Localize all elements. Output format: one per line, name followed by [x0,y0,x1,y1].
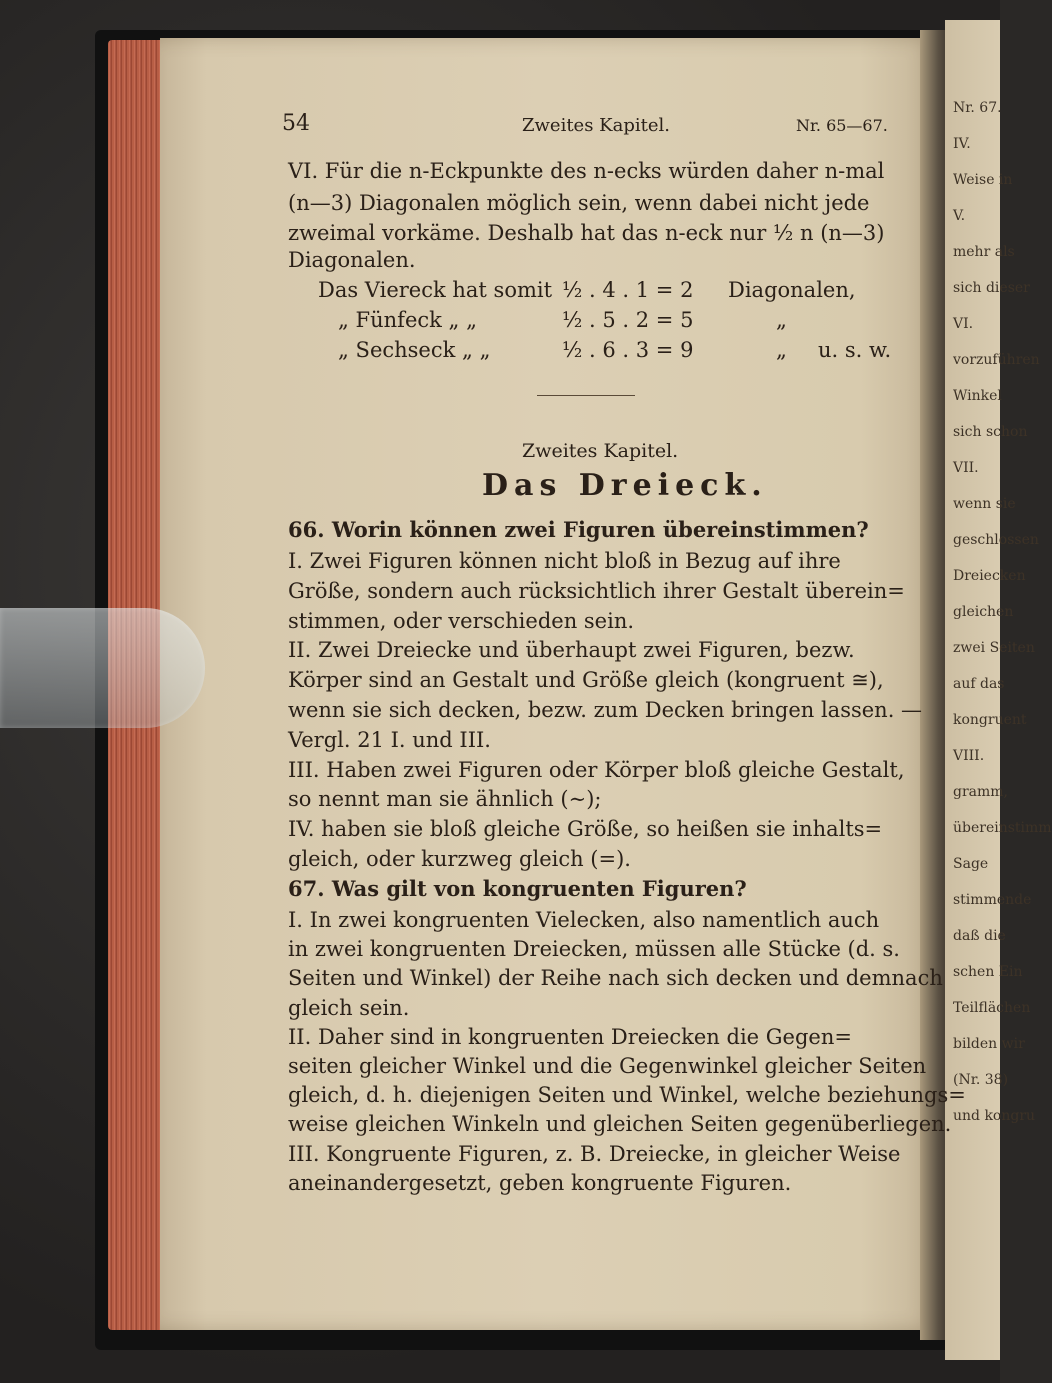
facing-fragment: daß die [953,928,1006,944]
q66-line-5: Körper sind an Gestalt und Größe gleich (kongruent ≅), [288,668,884,693]
facing-fragment: sich dieser [953,280,1030,296]
example-formula-1: ½ . 4 . 1 = 2 [562,278,694,302]
example-formula-2: ½ . 5 . 2 = 5 [562,308,694,332]
section-divider [537,395,635,396]
q67-line-3: Seiten und Winkel) der Reihe nach sich decken und demnach [288,966,943,991]
facing-fragment: wenn sie [953,496,1016,512]
facing-fragment: mehr als [953,244,1015,260]
q66-line-10: IV. haben sie bloß gleiche Größe, so heißen sie inhalts= [288,817,883,842]
para-vi-line-2: (n—3) Diagonalen möglich sein, wenn dabei nicht jede [288,191,870,215]
facing-fragment: Weise in [953,172,1013,188]
q67-line-10: aneinandergesetzt, geben kongruente Figuren. [288,1170,792,1195]
q66-line-1: I. Zwei Figuren können nicht bloß in Bezug auf ihre [288,549,841,573]
facing-fragment: stimmende [953,892,1032,908]
example-formula-3: ½ . 6 . 3 = 9 [562,338,694,362]
q66-line-7: Vergl. 21 I. und III. [288,727,491,752]
facing-fragment: zwei Seiten [953,640,1035,656]
page-number: 54 [282,111,310,136]
q67-line-7: gleich, d. h. diejenigen Seiten und Winkel, welche beziehungs= [288,1083,966,1108]
facing-fragment: auf das [953,676,1005,692]
q67-line-2: in zwei kongruenten Dreiecken, müssen alle Stücke (d. s. [288,937,900,962]
facing-fragment: VII. [953,460,979,476]
question-67-title: 67. Was gilt von kongruenten Figuren? [288,876,747,901]
facing-fragment: übereinstimm [953,820,1052,836]
facing-fragment: und kongru [953,1108,1036,1124]
para-vi-line-3: zweimal vorkäme. Deshalb hat das n-eck nur ½ n (n—3) [288,221,885,245]
q66-line-8: III. Haben zwei Figuren oder Körper bloß gleiche Gestalt, [288,757,905,782]
para-vi-line-1: VI. Für die n-Eckpunkte des n-ecks würden daher n-mal [288,159,885,183]
chapter-label: Zweites Kapitel. [522,440,679,462]
bookmark-ribbon [0,608,205,728]
example-unit-1: Diagonalen, [728,278,856,302]
q67-line-5: II. Daher sind in kongruenten Dreiecken die Gegen= [288,1024,852,1049]
q66-line-2: Größe, sondern auch rücksichtlich ihrer Gestalt überein= [288,578,905,603]
facing-fragment: (Nr. 38) [953,1072,1009,1088]
para-vi-line-4: Diagonalen. [288,248,416,272]
facing-fragment: geschlossen [953,532,1039,548]
facing-fragment: gleichen [953,604,1014,620]
facing-fragment: VI. [953,316,974,332]
facing-fragment: Winkel [953,388,1002,404]
q67-line-6: seiten gleicher Winkel und die Gegenwinkel gleicher Seiten [288,1054,927,1078]
chapter-title: Das Dreieck. [482,468,768,503]
facing-page [945,20,1052,1360]
example-label-2: „ Fünfeck „ „ [338,308,477,332]
facing-fragment: kongruent [953,712,1027,728]
example-tail-3: u. s. w. [818,338,892,362]
facing-fragment: Nr. 67. [953,100,1002,116]
facing-fragment: Sage [953,856,989,872]
facing-fragment: gramm, [953,784,1009,800]
facing-fragment: vorzuführen [953,352,1040,368]
facing-fragment: Dreiecken [953,568,1026,584]
q66-line-11: gleich, oder kurzweg gleich (=). [288,847,631,871]
facing-fragment: Teilflächen [953,1000,1031,1016]
q66-line-4: II. Zwei Dreiecke und überhaupt zwei Figuren, bezw. [288,638,855,663]
facing-fragment: V. [953,208,966,224]
q66-line-9: so nennt man sie ähnlich (∼); [288,787,602,812]
facing-fragment: VIII. [953,748,985,764]
running-head: Zweites Kapitel. [522,115,670,136]
q67-line-8: weise gleichen Winkeln und gleichen Seiten gegenüberliegen. [288,1112,952,1137]
example-unit-2: „ [776,308,787,332]
question-66-title: 66. Worin können zwei Figuren übereinstimmen? [288,517,869,542]
q66-line-3: stimmen, oder verschieden sein. [288,608,635,633]
q66-line-6: wenn sie sich decken, bezw. zum Decken bringen lassen. — [288,698,923,722]
example-label-3: „ Sechseck „ „ [338,338,491,362]
example-label-1: Das Viereck hat somit [318,278,553,302]
q67-line-9: III. Kongruente Figuren, z. B. Dreiecke, in gleicher Weise [288,1141,901,1166]
facing-fragment: IV. [953,136,971,152]
facing-fragment: bilden wir [953,1036,1025,1052]
q67-line-1: I. In zwei kongruenten Vielecken, also namentlich auch [288,908,880,932]
q67-line-4: gleich sein. [288,995,410,1020]
example-unit-3: „ [776,338,787,362]
facing-fragment: schen Ein [953,964,1023,980]
section-range: Nr. 65—67. [796,116,888,135]
facing-fragment: sich schon [953,424,1028,440]
